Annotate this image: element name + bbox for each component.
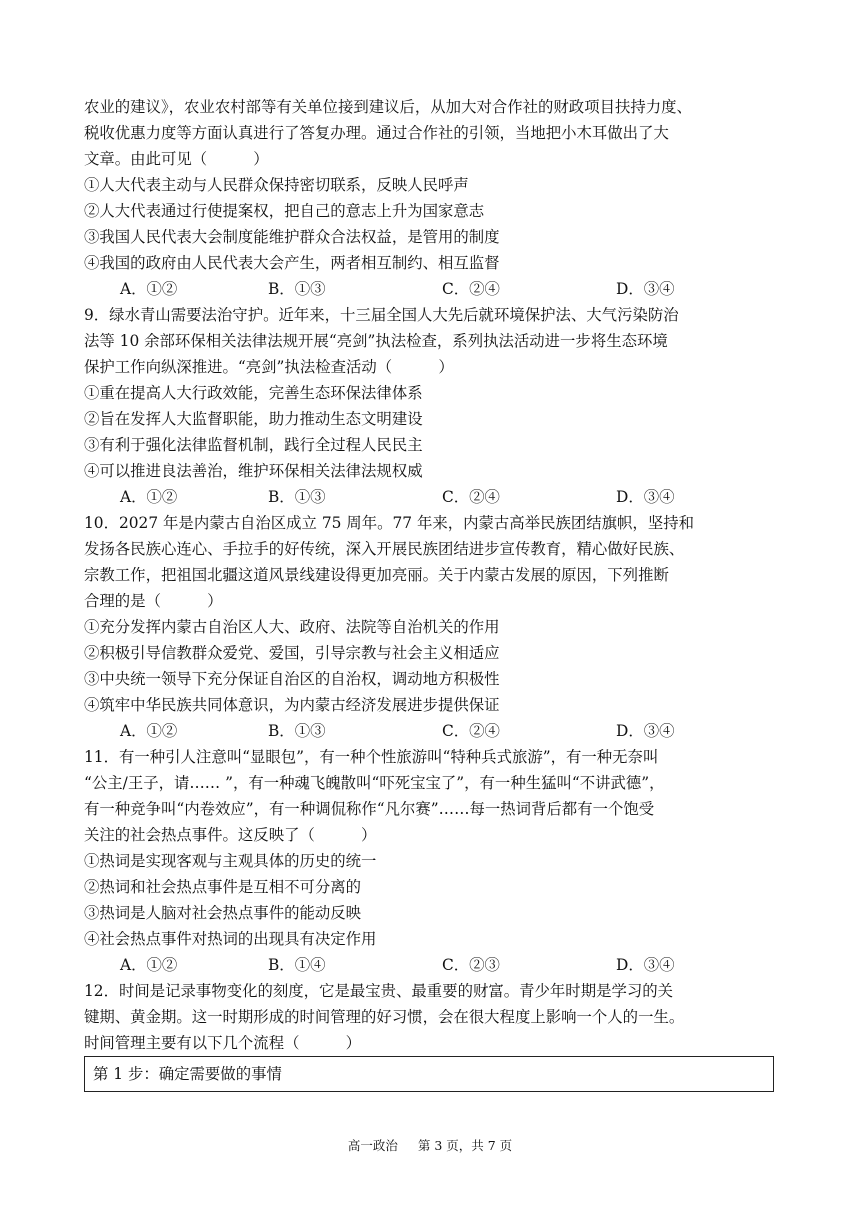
q8-option-a: A．①② xyxy=(120,280,178,298)
q9-statement-4: ④可以推进良法善治，维护环保相关法律法规权威 xyxy=(84,462,423,480)
q11-statement-3: ③热词是人脑对社会热点事件的能动反映 xyxy=(84,904,362,922)
q11-stem-line-2: “公主/王子，请…… ”，有一种魂飞魄散叫“吓死宝宝了”，有一种生猛叫“不讲武德”， xyxy=(84,774,665,792)
q12-stem-line-1: 12．时间是记录事物变化的刻度，它是最宝贵、最重要的财富。青少年时期是学习的关 xyxy=(84,982,674,1000)
q8-statement-4: ④我国的政府由人民代表大会产生，两者相互制约、相互监督 xyxy=(84,254,500,272)
q8-option-d: D．③④ xyxy=(616,280,675,298)
q9-statement-3: ③有利于强化法律监督机制，践行全过程人民民主 xyxy=(84,436,423,454)
process-step-1: 第 1 步：确定需要做的事情 xyxy=(93,1065,282,1083)
q10-option-d: D．③④ xyxy=(616,722,675,740)
q9-statement-2: ②旨在发挥人大监督职能，助力推动生态文明建设 xyxy=(84,410,423,428)
q9-option-b: B．①③ xyxy=(268,488,326,506)
q8-options xyxy=(120,276,760,302)
q8-stem-line-1: 农业的建议》，农业农村部等有关单位接到建议后，从加大对合作社的财政项目扶持力度、 xyxy=(84,98,692,116)
q10-stem-line-3: 宗教工作，把祖国北疆这道风景线建设得更加亮丽。关于内蒙古发展的原因，下列推断 xyxy=(84,566,669,584)
q8-statement-2: ②人大代表通过行使提案权，把自己的意志上升为国家意志 xyxy=(84,202,485,220)
q8-statement-1: ①人大代表主动与人民群众保持密切联系，反映人民呼声 xyxy=(84,176,469,194)
footer-page-number: 第 3 页，共 7 页 xyxy=(417,1138,513,1153)
q11-option-a: A．①② xyxy=(120,956,178,974)
q10-statement-1: ①充分发挥内蒙古自治区人大、政府、法院等自治机关的作用 xyxy=(84,618,500,636)
q10-stem-line-2: 发扬各民族心连心、手拉手的好传统，深入开展民族团结进步宣传教育，精心做好民族、 xyxy=(84,540,685,558)
q9-option-c: C．②④ xyxy=(442,488,500,506)
q10-option-c: C．②④ xyxy=(442,722,500,740)
q11-options xyxy=(120,952,760,978)
q11-statement-4: ④社会热点事件对热词的出现具有决定作用 xyxy=(84,930,377,948)
q8-option-b: B．①③ xyxy=(268,280,326,298)
q11-option-b: B．①④ xyxy=(268,956,326,974)
q9-options xyxy=(120,484,760,510)
q12-process-table xyxy=(84,1056,774,1092)
q11-stem-line-1: 11．有一种引人注意叫“显眼包”，有一种个性旅游叫“特种兵式旅游”，有一种无奈叫 xyxy=(84,748,659,766)
q8-stem-line-2: 税收优惠力度等方面认真进行了答复办理。通过合作社的引领，当地把小木耳做出了大 xyxy=(84,124,669,142)
q11-option-c: C．②③ xyxy=(442,956,500,974)
q8-option-c: C．②④ xyxy=(442,280,500,298)
q10-stem-line-1: 10．2027 年是内蒙古自治区成立 75 周年。77 年来，内蒙古高举民族团结旗帜，坚持和 xyxy=(84,514,694,532)
q9-option-d: D．③④ xyxy=(616,488,675,506)
q11-stem-line-3: 有一种竞争叫“内卷效应”，有一种调侃称作“凡尔赛”……每一热词背后都有一个饱受 xyxy=(84,800,655,818)
q11-stem-line-4: 关注的社会热点事件。这反映了（ ） xyxy=(84,826,377,844)
q10-option-a: A．①② xyxy=(120,722,178,740)
q12-stem-line-3: 时间管理主要有以下几个流程（ ） xyxy=(84,1034,362,1052)
q10-options xyxy=(120,718,760,744)
q10-statement-2: ②积极引导信教群众爱党、爱国，引导宗教与社会主义相适应 xyxy=(84,644,500,662)
q10-option-b: B．①③ xyxy=(268,722,326,740)
q9-stem-line-3: 保护工作向纵深推进。“亮剑”执法检查活动（ ） xyxy=(84,358,454,376)
q12-stem-line-2: 键期、黄金期。这一时期形成的时间管理的好习惯，会在很大程度上影响一个人的一生。 xyxy=(84,1008,685,1026)
q10-statement-4: ④筑牢中华民族共同体意识，为内蒙古经济发展进步提供保证 xyxy=(84,696,500,714)
q11-option-d: D．③④ xyxy=(616,956,675,974)
page-footer xyxy=(0,1137,860,1155)
q9-statement-1: ①重在提高人大行政效能，完善生态环保法律体系 xyxy=(84,384,423,402)
q9-stem-line-1: 9．绿水青山需要法治守护。近年来，十三届全国人大先后就环境保护法、大气污染防治 xyxy=(84,306,679,324)
footer-subject: 高一政治 xyxy=(347,1138,398,1153)
q9-stem-line-2: 法等 10 余部环保相关法律法规开展“亮剑”执法检查，系列执法活动进一步将生态环境 xyxy=(84,332,668,350)
q10-statement-3: ③中央统一领导下充分保证自治区的自治权，调动地方积极性 xyxy=(84,670,500,688)
q11-statement-1: ①热词是实现客观与主观具体的历史的统一 xyxy=(84,852,377,870)
q10-stem-line-4: 合理的是（ ） xyxy=(84,592,223,610)
q8-statement-3: ③我国人民代表大会制度能维护群众合法权益，是管用的制度 xyxy=(84,228,500,246)
q9-option-a: A．①② xyxy=(120,488,178,506)
q11-statement-2: ②热词和社会热点事件是互相不可分离的 xyxy=(84,878,362,896)
q8-stem-line-3: 文章。由此可见（ ） xyxy=(84,150,269,168)
